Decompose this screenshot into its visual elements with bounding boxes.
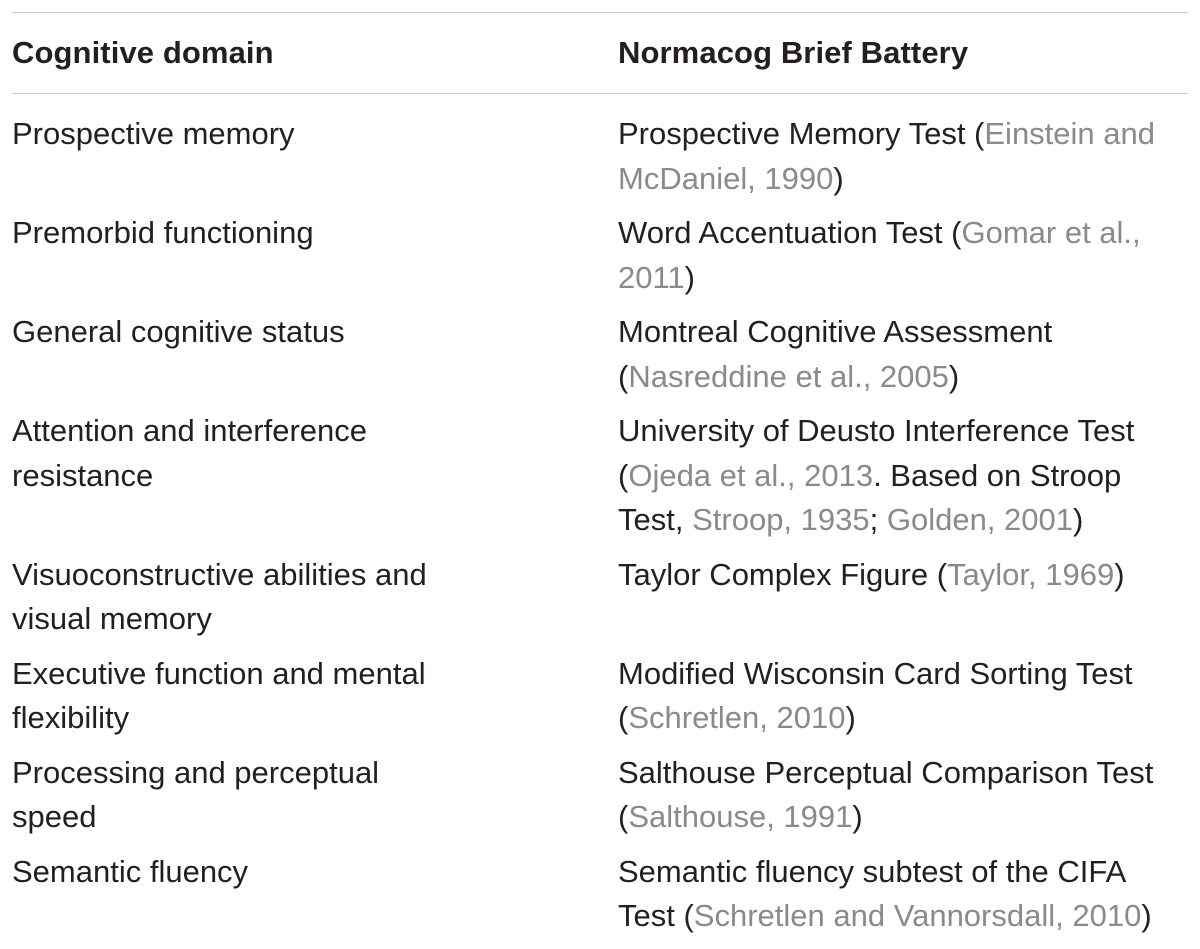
test-name-text: ( — [618, 799, 629, 834]
test-name-text: University of Deusto Interference Test — [618, 413, 1135, 448]
table-header-row — [12, 13, 1188, 93]
cognitive-domain-cell — [12, 409, 618, 543]
test-name-text: ) — [684, 259, 695, 295]
table-row — [12, 553, 1188, 642]
test-name-text: Semantic fluency subtest of the CIFA — [618, 853, 1127, 889]
battery-test-cell — [618, 652, 1188, 741]
test-name-text: Taylor Complex Figure ( — [618, 556, 948, 592]
cognitive-domain-text: Processing and perceptual — [12, 754, 380, 790]
test-name-text: ) — [1073, 502, 1084, 537]
battery-test-cell — [618, 751, 1188, 840]
cognitive-domain-cell — [12, 310, 618, 399]
test-name-text: ) — [852, 799, 863, 834]
citation-reference: Gomar et al., 2011 — [618, 215, 1141, 295]
cognitive-domain-text: Executive function and mental — [12, 655, 426, 691]
cognitive-battery-table — [12, 12, 1188, 949]
cognitive-domain-text: Attention and interference — [12, 413, 368, 448]
cognitive-domain-text: resistance — [12, 457, 154, 493]
cognitive-domain-cell — [12, 553, 618, 642]
cognitive-domain-cell — [12, 850, 618, 939]
cognitive-domain-text: visual memory — [12, 601, 212, 636]
battery-test-cell — [618, 553, 1188, 642]
test-name-text: ( — [618, 700, 629, 735]
citation-reference: Einstein and McDaniel, 1990 — [618, 116, 1155, 196]
cognitive-domain-text: Prospective memory — [12, 116, 295, 151]
table-row — [12, 850, 1188, 939]
cognitive-domain-text: Premorbid functioning — [12, 215, 314, 250]
battery-test-cell — [618, 112, 1188, 201]
citation-reference: Golden, 2001 — [886, 502, 1074, 537]
citation-reference: Taylor, 1969 — [947, 556, 1115, 592]
cognitive-domain-cell — [12, 112, 618, 201]
battery-test-cell — [618, 211, 1188, 300]
cognitive-domain-text: flexibility — [12, 700, 130, 735]
test-name-text: Montreal Cognitive Assessment — [618, 314, 1053, 349]
test-name-text: Test, — [618, 502, 693, 537]
header-cognitive-domain: Cognitive domain — [12, 35, 274, 70]
test-name-text: ( — [618, 457, 629, 493]
table-body — [12, 94, 1188, 939]
test-name-text: Word Accentuation Test ( — [618, 215, 962, 250]
citation-reference: Salthouse, 1991 — [628, 799, 853, 834]
cognitive-domain-text: Semantic fluency — [12, 853, 249, 889]
citation-reference: Nasreddine et al., 2005 — [628, 358, 949, 394]
test-name-text: ; — [869, 502, 887, 537]
test-name-text: ) — [948, 358, 960, 394]
table-row — [12, 310, 1188, 399]
cognitive-domain-cell — [12, 751, 618, 840]
cognitive-domain-text: speed — [12, 799, 97, 834]
test-name-text: Test ( — [618, 898, 694, 933]
citation-reference: Ojeda et al., 2013 — [628, 457, 874, 493]
table-row — [12, 112, 1188, 201]
test-name-text: ) — [1141, 898, 1152, 933]
battery-test-cell — [618, 850, 1188, 939]
citation-reference: Schretlen and Vannorsdall, 2010 — [693, 898, 1142, 933]
test-name-text: ) — [845, 700, 856, 735]
test-name-text: ) — [833, 160, 844, 196]
cognitive-domain-text: Visuoconstructive abilities and — [12, 556, 427, 592]
table-row — [12, 652, 1188, 741]
cognitive-domain-cell — [12, 211, 618, 300]
test-name-text: Salthouse Perceptual Comparison Test — [618, 754, 1154, 790]
cognitive-domain-text: General cognitive status — [12, 314, 345, 349]
test-name-text: ( — [618, 358, 629, 394]
test-name-text: Prospective Memory Test ( — [618, 116, 985, 151]
test-name-text: ) — [1114, 556, 1125, 592]
table-row — [12, 211, 1188, 300]
battery-test-cell — [618, 409, 1188, 543]
test-name-text: . Based on Stroop — [873, 457, 1122, 493]
cognitive-domain-cell — [12, 652, 618, 741]
table-row — [12, 409, 1188, 543]
battery-test-cell — [618, 310, 1188, 399]
test-name-text: Modified Wisconsin Card Sorting Test — [618, 655, 1133, 691]
table-row — [12, 751, 1188, 840]
header-normacog-brief-battery: Normacog Brief Battery — [618, 35, 969, 70]
citation-reference: Stroop, 1935 — [692, 502, 870, 537]
citation-reference: Schretlen, 2010 — [628, 700, 846, 735]
